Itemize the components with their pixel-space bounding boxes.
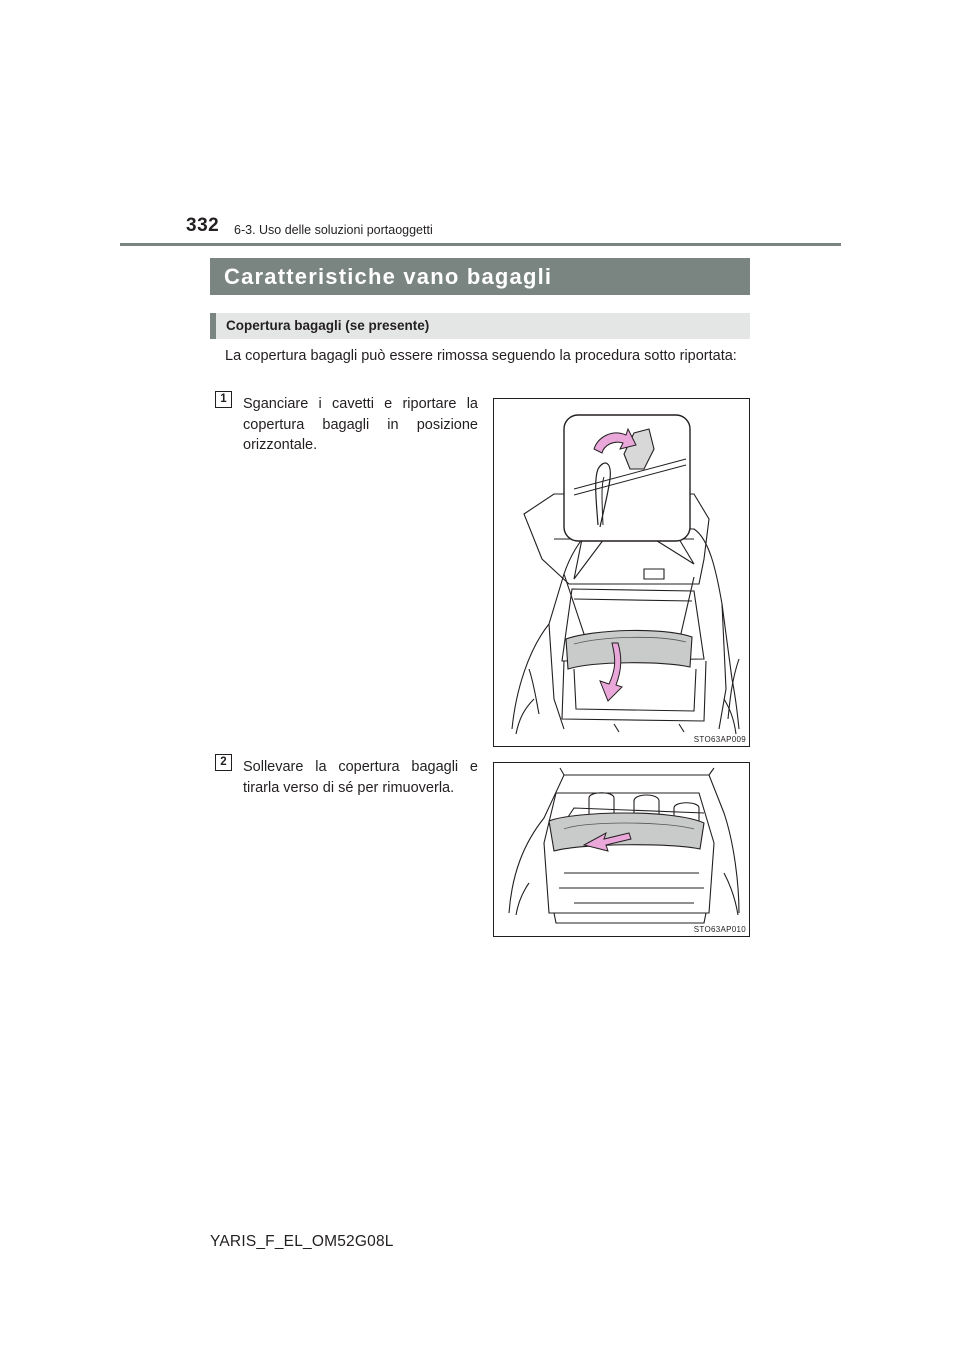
step-2-text: Sollevare la copertura bagagli e tirarla verso di sé per rimuoverla. bbox=[243, 759, 478, 796]
section-title: Caratteristiche vano bagagli bbox=[210, 258, 750, 295]
section-reference: 6-3. Uso delle soluzioni portaoggetti bbox=[234, 223, 433, 237]
figure-code: STO63AP010 bbox=[693, 925, 746, 934]
hatchback-open-illustration bbox=[494, 399, 749, 746]
luggage-cover-removal-illustration bbox=[494, 763, 749, 936]
page-number: 332 bbox=[186, 215, 220, 236]
step-number-1: 1 bbox=[215, 391, 232, 408]
step-1-text: Sganciare i cavetti e riportare la copertura bagagli in posizione orizzontale. bbox=[243, 396, 478, 453]
document-footer: YARIS_F_EL_OM52G08L bbox=[210, 1233, 394, 1250]
intro-paragraph: La copertura bagagli può essere rimossa seguendo la procedura sotto riportata: bbox=[225, 348, 737, 364]
figure-remove-cover bbox=[493, 762, 750, 937]
header-divider bbox=[120, 243, 841, 246]
figure-unhook-cables bbox=[493, 398, 750, 747]
figure-code: STO63AP009 bbox=[693, 735, 746, 744]
subsection-title: Copertura bagagli (se presente) bbox=[210, 313, 750, 339]
step-number-2: 2 bbox=[215, 754, 232, 771]
